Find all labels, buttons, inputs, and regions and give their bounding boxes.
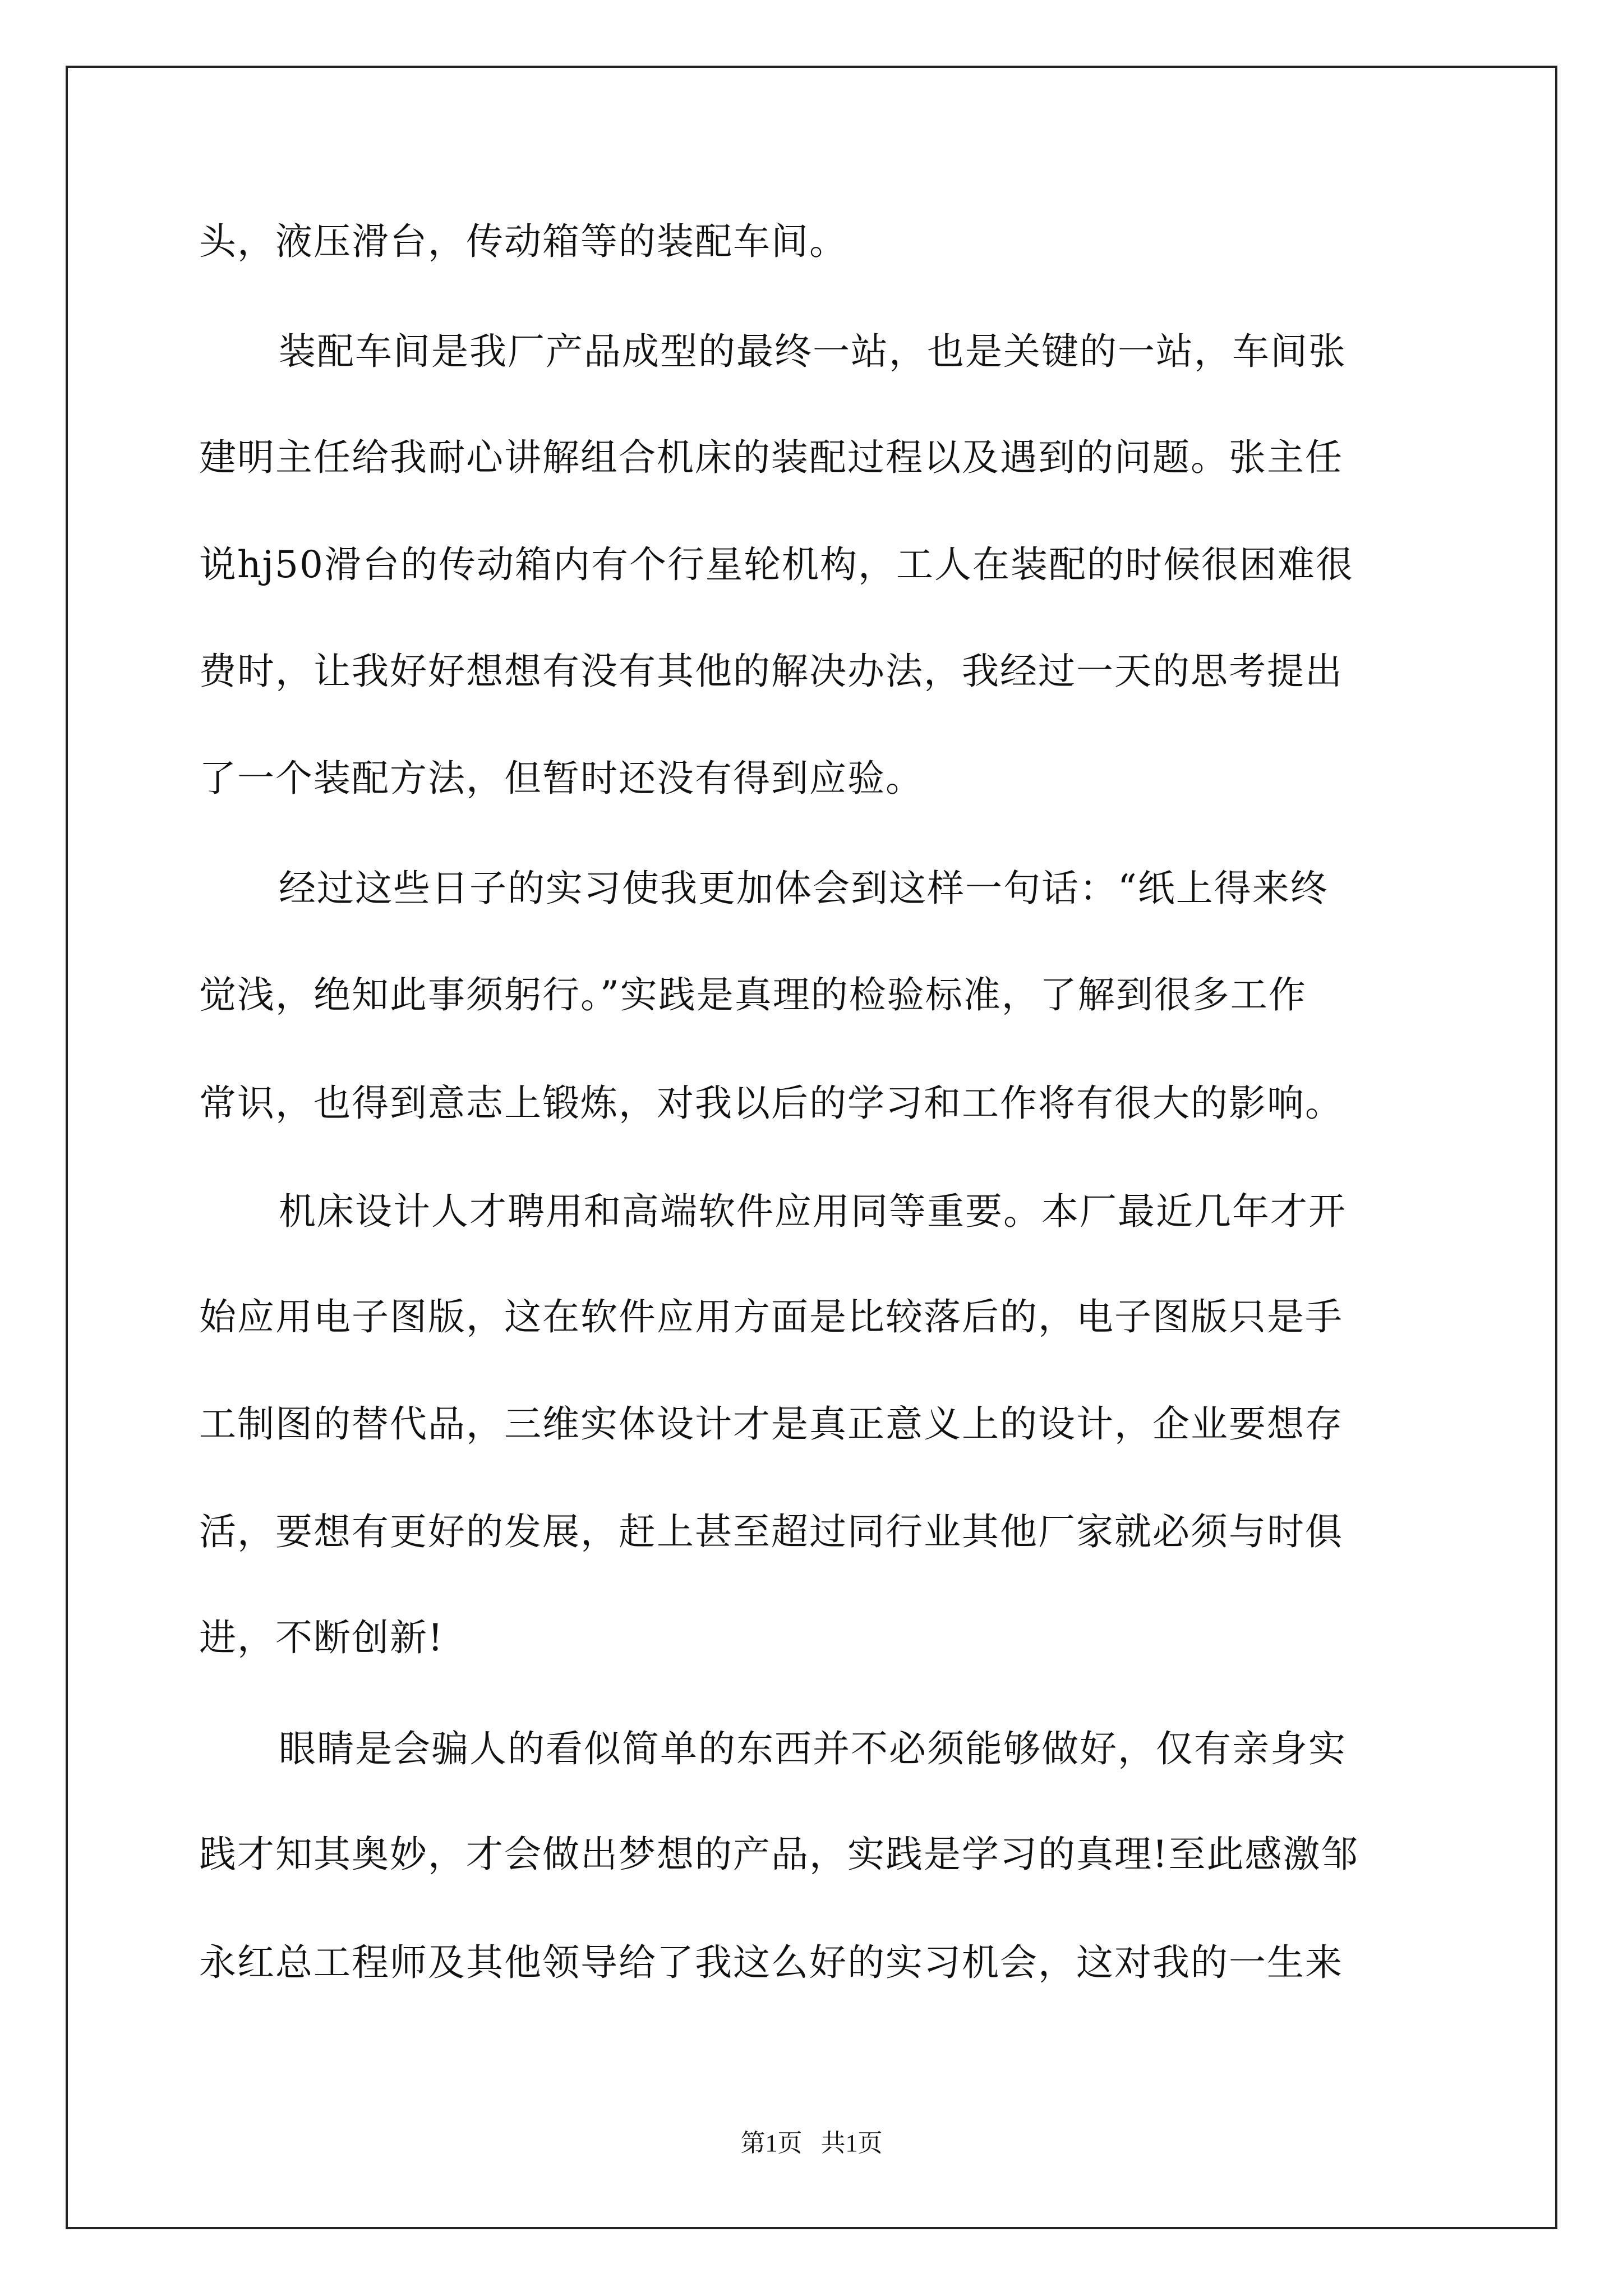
text-line: 经过这些日子的实习使我更加体会到这样一句话：“纸上得来终	[279, 867, 1329, 910]
text-line: 进，不断创新!	[199, 1616, 444, 1659]
text-line: 眼睛是会骗人的看似简单的东西并不必须能够做好，仅有亲身实	[279, 1727, 1347, 1770]
page-footer: 第1页 共1页	[740, 2129, 883, 2157]
text-line: 说hj50滑台的传动箱内有个行星轮机构，工人在装配的时候很困难很	[199, 543, 1354, 586]
text-line: 活，要想有更好的发展，赶上甚至超过同行业其他厂家就必须与时俱	[199, 1510, 1343, 1553]
text-line: 建明主任给我耐心讲解组合机床的装配过程以及遇到的问题。张主任	[199, 436, 1343, 479]
text-line: 觉浅，绝知此事须躬行。”实践是真理的检验标准，了解到很多工作	[199, 973, 1307, 1016]
text-line: 工制图的替代品，三维实体设计才是真正意义上的设计，企业要想存	[199, 1402, 1343, 1446]
page-border	[66, 66, 1557, 2229]
text-line: 常识，也得到意志上锻炼，对我以后的学习和工作将有很大的影响。	[199, 1082, 1343, 1125]
text-line: 装配车间是我厂产品成型的最终一站，也是关键的一站，车间张	[279, 330, 1347, 373]
text-line: 头，液压滑台，传动箱等的装配车间。	[199, 220, 847, 263]
text-line: 始应用电子图版，这在软件应用方面是比较落后的，电子图版只是手	[199, 1295, 1343, 1338]
text-line: 费时，让我好好想想有没有其他的解决办法，我经过一天的思考提出	[199, 650, 1343, 693]
text-line: 机床设计人才聘用和高端软件应用同等重要。本厂最近几年才开	[279, 1190, 1347, 1233]
text-line: 了一个装配方法，但暂时还没有得到应验。	[199, 757, 924, 800]
text-line: 永红总工程师及其他领导给了我这么好的实习机会，这对我的一生来	[199, 1941, 1343, 1984]
text-line: 践才知其奥妙，才会做出梦想的产品，实践是学习的真理!至此感激邹	[199, 1833, 1359, 1876]
